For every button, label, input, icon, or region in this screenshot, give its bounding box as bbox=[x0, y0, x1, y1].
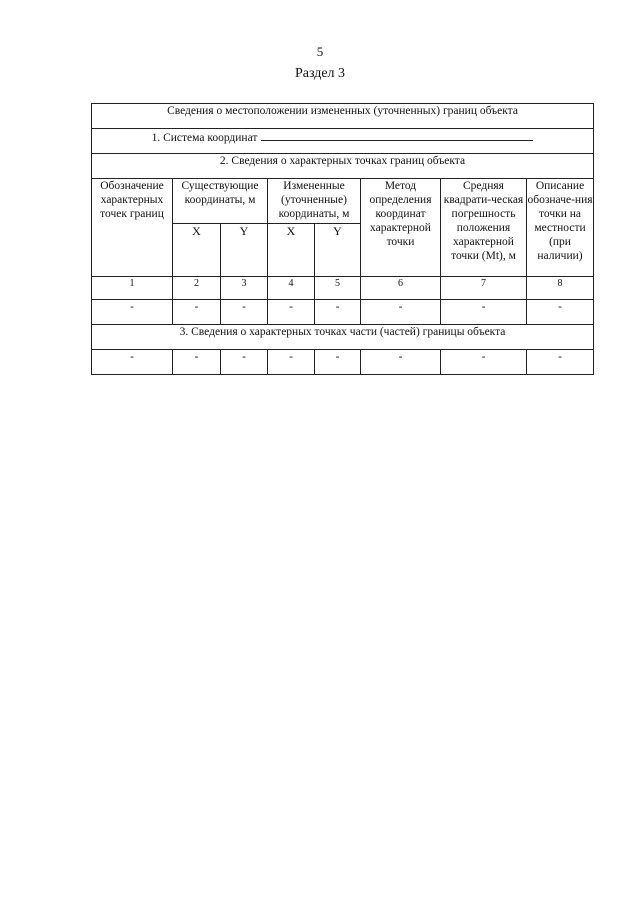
table-cell: - bbox=[268, 350, 315, 375]
table-cell: - bbox=[221, 350, 268, 375]
table-cell: - bbox=[315, 300, 361, 325]
coordinate-system-blank bbox=[261, 129, 533, 141]
table-cell: - bbox=[92, 300, 173, 325]
section-title: Раздел 3 bbox=[294, 66, 346, 81]
column-number: 4 bbox=[268, 277, 315, 300]
coordinate-system-label: 1. Система координат bbox=[151, 132, 258, 144]
table-cell: - bbox=[361, 300, 441, 325]
header-method: Метод определения координат характерной точки bbox=[361, 179, 441, 277]
column-number: 3 bbox=[221, 277, 268, 300]
table-cell: - bbox=[173, 300, 221, 325]
header-x-existing: X bbox=[173, 224, 221, 277]
header-x-changed: X bbox=[268, 224, 315, 277]
table-cell: - bbox=[92, 350, 173, 375]
section2-label: 2. Сведения о характерных точках границ объекта bbox=[92, 154, 594, 179]
column-number: 5 bbox=[315, 277, 361, 300]
table-cell: - bbox=[441, 300, 527, 325]
section3-label: 3. Сведения о характерных точках части (частей) границы объекта bbox=[92, 325, 594, 350]
table-title: Сведения о местоположении измененных (уточненных) границ объекта bbox=[92, 104, 594, 129]
column-number: 6 bbox=[361, 277, 441, 300]
section3-data-row bbox=[92, 350, 594, 375]
column-number: 7 bbox=[441, 277, 527, 300]
header-changed-coordinates: Измененные (уточненные) координаты, м bbox=[268, 179, 361, 224]
header-point-designation: Обозначение характерных точек границ bbox=[92, 179, 173, 277]
table-cell: - bbox=[173, 350, 221, 375]
boundary-table bbox=[91, 103, 594, 375]
table-cell: - bbox=[527, 300, 594, 325]
table-cell: - bbox=[527, 350, 594, 375]
coordinate-system-row bbox=[92, 129, 594, 154]
header-existing-coordinates: Существующие координаты, м bbox=[173, 179, 268, 224]
table-cell: - bbox=[361, 350, 441, 375]
table-cell: - bbox=[315, 350, 361, 375]
column-number: 1 bbox=[92, 277, 173, 300]
table-cell: - bbox=[268, 300, 315, 325]
column-number-row bbox=[92, 277, 594, 300]
header-description: Описание обозначе-ния точки на местности (при наличии) bbox=[527, 179, 594, 277]
table-cell: - bbox=[441, 350, 527, 375]
section2-data-row bbox=[92, 300, 594, 325]
header-y-changed: Y bbox=[315, 224, 361, 277]
table-cell: - bbox=[221, 300, 268, 325]
column-number: 2 bbox=[173, 277, 221, 300]
header-y-existing: Y bbox=[221, 224, 268, 277]
column-number: 8 bbox=[527, 277, 594, 300]
header-mean-error: Средняя квадрати-ческая погрешность положения характерной точки (Mt), м bbox=[441, 179, 527, 277]
page-number: 5 bbox=[316, 44, 324, 59]
